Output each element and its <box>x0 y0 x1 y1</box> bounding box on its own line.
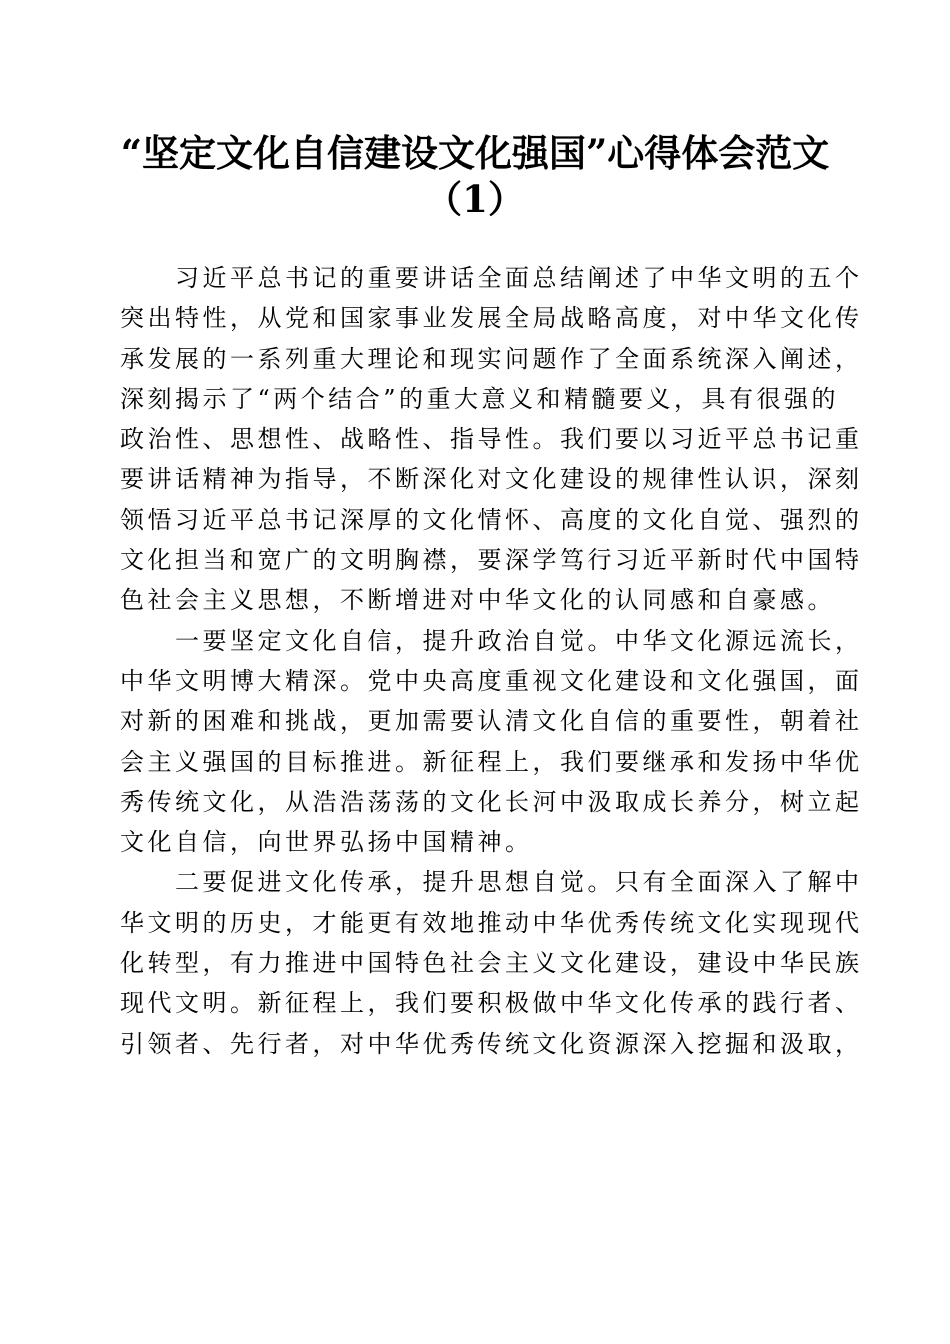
paragraph-3 <box>120 862 863 1063</box>
paragraph-1 <box>120 258 863 621</box>
paragraph-line: 突出特性，从党和国家事业发展全局战略高度，对中华文化传 <box>120 304 863 333</box>
paragraph-line: 习近平总书记的重要讲话全面总结阐述了中华文明的五个 <box>175 264 863 292</box>
paragraph-line: 会主义强国的目标推进。新征程上，我们要继承和发扬中华优 <box>120 747 863 776</box>
title-line-1: “坚定文化自信建设文化强国”心得体会范文 <box>120 131 830 175</box>
paragraph-line: 文化担当和宽广的文明胸襟，要深学笃行习近平新时代中国特 <box>120 546 863 575</box>
paragraph-line: 一要坚定文化自信，提升政治自觉。中华文化源远流长， <box>175 626 863 655</box>
paragraph-line: 化转型，有力推进中国特色社会主义文化建设，建设中华民族 <box>120 949 863 978</box>
paragraph-line: 引领者、先行者，对中华优秀传统文化资源深入挖掘和汲取， <box>120 1029 863 1058</box>
paragraph-line: 领悟习近平总书记深厚的文化情怀、高度的文化自觉、强烈的 <box>120 505 863 534</box>
paragraph-line: 中华文明博大精深。党中央高度重视文化建设和文化强国，面 <box>120 666 863 695</box>
document-title <box>110 130 840 222</box>
paragraph-line: 文化自信，向世界弘扬中国精神。 <box>120 828 533 857</box>
paragraph-line: 秀传统文化，从浩浩荡荡的文化长河中汲取成长养分，树立起 <box>120 787 863 816</box>
paragraph-line: 深刻揭示了“两个结合”的重大意义和精髓要义，具有很强的 <box>120 384 840 413</box>
paragraph-line: 对新的困难和挑战，更加需要认清文化自信的重要性，朝着社 <box>120 707 863 736</box>
paragraph-line: 政治性、思想性、战略性、指导性。我们要以习近平总书记重 <box>120 425 863 454</box>
document-body <box>120 258 863 1064</box>
paragraph-line: 承发展的一系列重大理论和现实问题作了全面系统深入阐述， <box>120 344 863 373</box>
paragraph-line: 华文明的历史，才能更有效地推动中华优秀传统文化实现现代 <box>120 908 863 937</box>
title-line-2: （1） <box>425 177 525 221</box>
paragraph-line: 色社会主义思想，不断增进对中华文化的认同感和自豪感。 <box>120 586 835 615</box>
paragraph-line: 要讲话精神为指导，不断深化对文化建设的规律性认识，深刻 <box>120 465 863 494</box>
paragraph-line: 现代文明。新征程上，我们要积极做中华文化传承的践行者、 <box>120 989 863 1018</box>
paragraph-line: 二要促进文化传承，提升思想自觉。只有全面深入了解中 <box>175 868 863 897</box>
paragraph-2 <box>120 621 863 863</box>
